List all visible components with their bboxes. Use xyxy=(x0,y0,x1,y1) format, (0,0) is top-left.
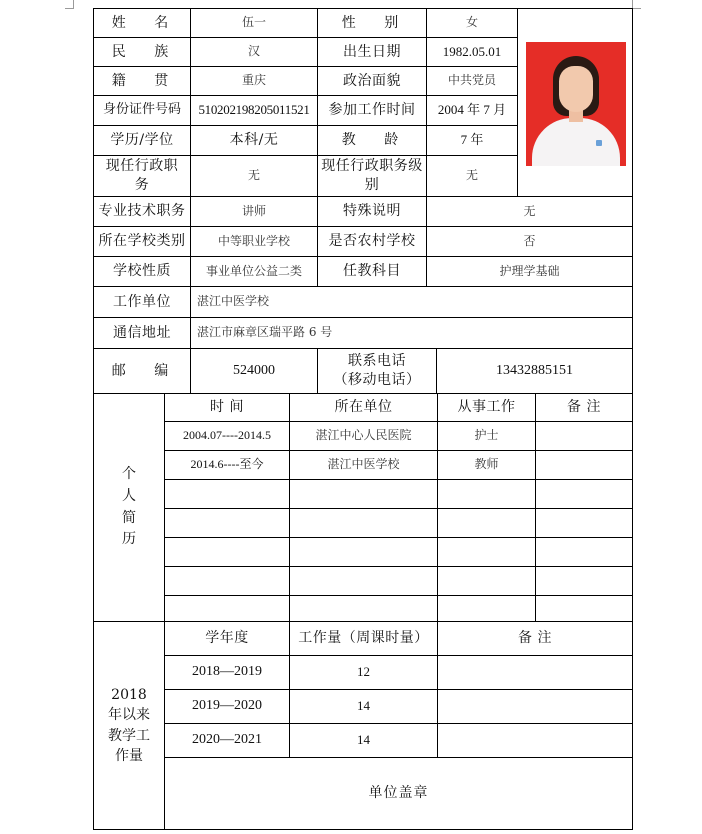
teach-age-value: 7 年 xyxy=(427,126,518,156)
table-row xyxy=(94,656,633,690)
birth-value: 1982.05.01 xyxy=(427,38,518,67)
teaching-row-2-hours: 14 xyxy=(290,690,438,724)
birth-label: 出生日期 xyxy=(318,38,427,67)
special-value: 无 xyxy=(427,197,633,227)
admin-level-value: 无 xyxy=(427,156,518,197)
resume-header-note: 备 注 xyxy=(536,394,633,422)
teaching-row-1-year: 2018—2019 xyxy=(165,656,290,690)
table-row xyxy=(94,724,633,758)
resume-row-2-job: 教师 xyxy=(438,451,536,480)
address-value: 湛江市麻章区瑞平路 6 号 xyxy=(191,318,633,349)
special-label: 特殊说明 xyxy=(318,197,427,227)
ethnicity-value: 汉 xyxy=(191,38,318,67)
teaching-section-label: 2018 年以来教学工作量 xyxy=(94,622,165,830)
resume-row-1-time: 2004.07----2014.5 xyxy=(165,422,290,451)
admin-post-value: 无 xyxy=(191,156,318,197)
resume-row-2-unit: 湛江中医学校 xyxy=(290,451,438,480)
employer-value: 湛江中医学校 xyxy=(191,287,633,318)
registration-form xyxy=(93,8,632,826)
crop-mark-top-left xyxy=(65,0,74,9)
gender-value: 女 xyxy=(427,9,518,38)
contact-info-table xyxy=(93,286,633,394)
resume-row-1-note xyxy=(536,422,633,451)
subject-label: 任教科目 xyxy=(318,257,427,287)
teaching-row-2-note xyxy=(438,690,633,724)
phone-label-line1: 联系电话 xyxy=(348,353,406,370)
native-label: 籍 贯 xyxy=(94,67,191,96)
resume-header-job: 从事工作 xyxy=(438,394,536,422)
teaching-row-3-hours: 14 xyxy=(290,724,438,758)
zip-label: 邮 编 xyxy=(94,349,191,394)
table-row xyxy=(94,509,633,538)
teaching-row-1-note xyxy=(438,656,633,690)
political-label: 政治面貌 xyxy=(318,67,427,96)
address-label: 通信地址 xyxy=(94,318,191,349)
resume-header-unit: 所在单位 xyxy=(290,394,438,422)
teaching-header-note: 备 注 xyxy=(438,622,633,656)
teaching-header-year: 学年度 xyxy=(165,622,290,656)
table-row xyxy=(94,451,633,480)
work-start-label: 参加工作时间 xyxy=(318,96,427,126)
teaching-row-3-note xyxy=(438,724,633,758)
crop-mark-top-right xyxy=(632,0,641,9)
zip-value: 524000 xyxy=(191,349,318,394)
id-label: 身份证件号码 xyxy=(94,96,191,126)
resume-row-2-time: 2014.6----至今 xyxy=(165,451,290,480)
tech-post-value: 讲师 xyxy=(191,197,318,227)
teaching-row-1-hours: 12 xyxy=(290,656,438,690)
id-value: 510202198205011521 xyxy=(191,96,318,126)
name-value: 伍一 xyxy=(191,9,318,38)
subject-value: 护理学基础 xyxy=(427,257,633,287)
resume-header-time: 时 间 xyxy=(165,394,290,422)
table-row xyxy=(94,596,633,622)
work-start-value: 2004 年 7 月 xyxy=(427,96,518,126)
phone-value: 13432885151 xyxy=(437,349,633,394)
table-row xyxy=(94,480,633,509)
school-type-value: 中等职业学校 xyxy=(191,227,318,257)
photo-cell xyxy=(518,9,633,197)
native-value: 重庆 xyxy=(191,67,318,96)
ethnicity-label: 民 族 xyxy=(94,38,191,67)
unit-seal-area xyxy=(165,758,633,830)
admin-level-label: 现任行政职务级 别 xyxy=(318,156,427,197)
unit-seal-label: 单位盖章 xyxy=(368,785,429,802)
phone-label xyxy=(318,349,437,394)
edu-label: 学历/学位 xyxy=(94,126,191,156)
table-row xyxy=(94,538,633,567)
rural-value: 否 xyxy=(427,227,633,257)
school-type-label: 所在学校类别 xyxy=(94,227,191,257)
resume-row-1-unit: 湛江中心人民医院 xyxy=(290,422,438,451)
table-row xyxy=(94,567,633,596)
edu-value: 本科/无 xyxy=(191,126,318,156)
table-row xyxy=(94,690,633,724)
teach-age-label: 教 龄 xyxy=(318,126,427,156)
professional-info-table xyxy=(93,196,633,287)
teaching-row-3-year: 2020—2021 xyxy=(165,724,290,758)
basic-info-table xyxy=(93,8,633,197)
resume-row-2-note xyxy=(536,451,633,480)
name-label: 姓 名 xyxy=(94,9,191,38)
teaching-workload-table xyxy=(93,621,633,830)
portrait-photo xyxy=(526,42,626,166)
employer-label: 工作单位 xyxy=(94,287,191,318)
teaching-row-2-year: 2019—2020 xyxy=(165,690,290,724)
resume-table xyxy=(93,393,633,622)
admin-post-label: 现任行政职务 xyxy=(94,156,191,197)
school-nature-value: 事业单位公益二类 xyxy=(191,257,318,287)
resume-row-1-job: 护士 xyxy=(438,422,536,451)
table-row xyxy=(94,422,633,451)
phone-label-line2: （移动电话） xyxy=(333,372,421,388)
teaching-header-hours: 工作量（周课时量） xyxy=(290,622,438,656)
tech-post-label: 专业技术职务 xyxy=(94,197,191,227)
school-nature-label: 学校性质 xyxy=(94,257,191,287)
rural-label: 是否农村学校 xyxy=(318,227,427,257)
resume-section-label: 个人简历 xyxy=(94,394,165,622)
political-value: 中共党员 xyxy=(427,67,518,96)
gender-label: 性 别 xyxy=(318,9,427,38)
